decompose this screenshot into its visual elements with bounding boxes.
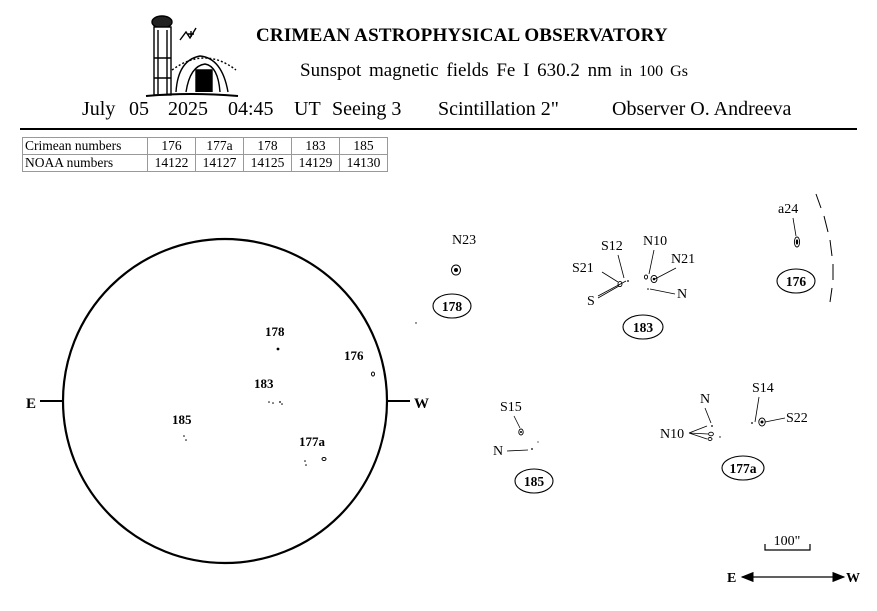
region-178-detail xyxy=(415,233,476,324)
r185-spot-core xyxy=(520,431,522,433)
r185-leader-n xyxy=(507,450,528,451)
noaa-number-cell: 14127 xyxy=(196,155,244,172)
region-177a-detail xyxy=(660,381,808,480)
disk-limb xyxy=(63,239,387,563)
r176-leader-line xyxy=(793,218,796,236)
r178-spot-core xyxy=(454,268,458,272)
noaa-number-cell: 14122 xyxy=(148,155,196,172)
crimean-number-cell: 177a xyxy=(196,138,244,155)
seeing-value: Seeing 3 xyxy=(332,98,402,120)
disk-spot-183 xyxy=(268,401,283,405)
r185-id: 185 xyxy=(523,474,545,489)
r178-lat-label: N23 xyxy=(452,233,477,248)
r183-label-s: S xyxy=(587,294,595,309)
r178-id: 178 xyxy=(441,299,463,314)
disk-spot-178 xyxy=(277,348,280,351)
orientation-arrow xyxy=(727,571,860,586)
region-185-detail xyxy=(493,400,553,493)
noaa-number-cell: 14130 xyxy=(340,155,388,172)
crimean-number-cell: 178 xyxy=(244,138,292,155)
observer-name: Observer O. Andreeva xyxy=(612,98,792,120)
r183-label-n21: N21 xyxy=(671,252,696,267)
r183-label-s12: S12 xyxy=(601,239,623,254)
region-176-detail xyxy=(777,194,833,302)
disk-east-label: E xyxy=(26,396,37,412)
solar-disk xyxy=(26,239,429,563)
disk-region-label-185: 185 xyxy=(172,412,192,427)
r177a-label-n10: N10 xyxy=(660,427,685,442)
disk-region-label-183: 183 xyxy=(254,376,274,391)
scale-bar xyxy=(765,534,810,550)
r183-id: 183 xyxy=(632,320,654,335)
date-month: July xyxy=(82,98,116,120)
r176-spot-core xyxy=(796,239,798,244)
scintillation-value: Scintillation 2" xyxy=(438,98,559,120)
disk-region-label-178: 178 xyxy=(265,324,285,339)
r176-id: 176 xyxy=(785,274,807,289)
r185-label-n: N xyxy=(493,444,504,459)
r176-limb-dashes xyxy=(816,194,833,302)
crimean-numbers-label: Crimean numbers xyxy=(23,138,148,155)
r183-label-n: N xyxy=(677,287,688,302)
disk-spot-177a xyxy=(304,458,326,466)
r185-label-s15: S15 xyxy=(500,400,522,415)
noaa-number-cell: 14129 xyxy=(292,155,340,172)
crimean-number-cell: 176 xyxy=(148,138,196,155)
crimean-number-cell: 185 xyxy=(340,138,388,155)
r183-label-n10: N10 xyxy=(643,234,668,249)
subtitle-main: Sunspot magnetic fields Fe I 630.2 nm xyxy=(300,60,612,81)
observatory-title: CRIMEAN ASTROPHYSICAL OBSERVATORY xyxy=(256,25,668,46)
date-year: 2025 xyxy=(168,98,208,120)
time-system: UT xyxy=(294,98,321,120)
disk-spot-185 xyxy=(183,435,187,441)
r176-label-a24: a24 xyxy=(778,202,799,217)
disk-spot-176 xyxy=(372,372,375,376)
r185-spot-dot xyxy=(537,441,538,442)
subtitle-units: in 100 Gs xyxy=(619,63,688,80)
noaa-numbers-label: NOAA numbers xyxy=(23,155,148,172)
r177a-label-s14: S14 xyxy=(752,381,774,396)
r177a-spots xyxy=(708,418,765,441)
r183-label-s21: S21 xyxy=(572,261,594,276)
r185-leader-s xyxy=(514,416,520,428)
r178-stray-dot xyxy=(415,322,416,323)
disk-west-label: W xyxy=(414,396,429,412)
noaa-number-cell: 14125 xyxy=(244,155,292,172)
observatory-logo xyxy=(146,16,238,97)
r177a-label-n: N xyxy=(700,392,711,407)
crimean-number-cell: 183 xyxy=(292,138,340,155)
r183-leader-lines xyxy=(598,250,676,298)
disk-region-label-176: 176 xyxy=(344,348,364,363)
disk-region-label-177a: 177a xyxy=(299,434,325,449)
orientation-west-label: W xyxy=(846,571,860,586)
orientation-east-label: E xyxy=(727,571,737,586)
obs-time: 04:45 xyxy=(228,98,274,120)
scale-label: 100" xyxy=(773,534,801,549)
r185-spot-small xyxy=(531,448,533,450)
r177a-id: 177a xyxy=(729,461,757,476)
region-183-detail xyxy=(572,234,695,339)
r177a-label-s22: S22 xyxy=(786,411,808,426)
date-day: 05 xyxy=(129,98,149,120)
